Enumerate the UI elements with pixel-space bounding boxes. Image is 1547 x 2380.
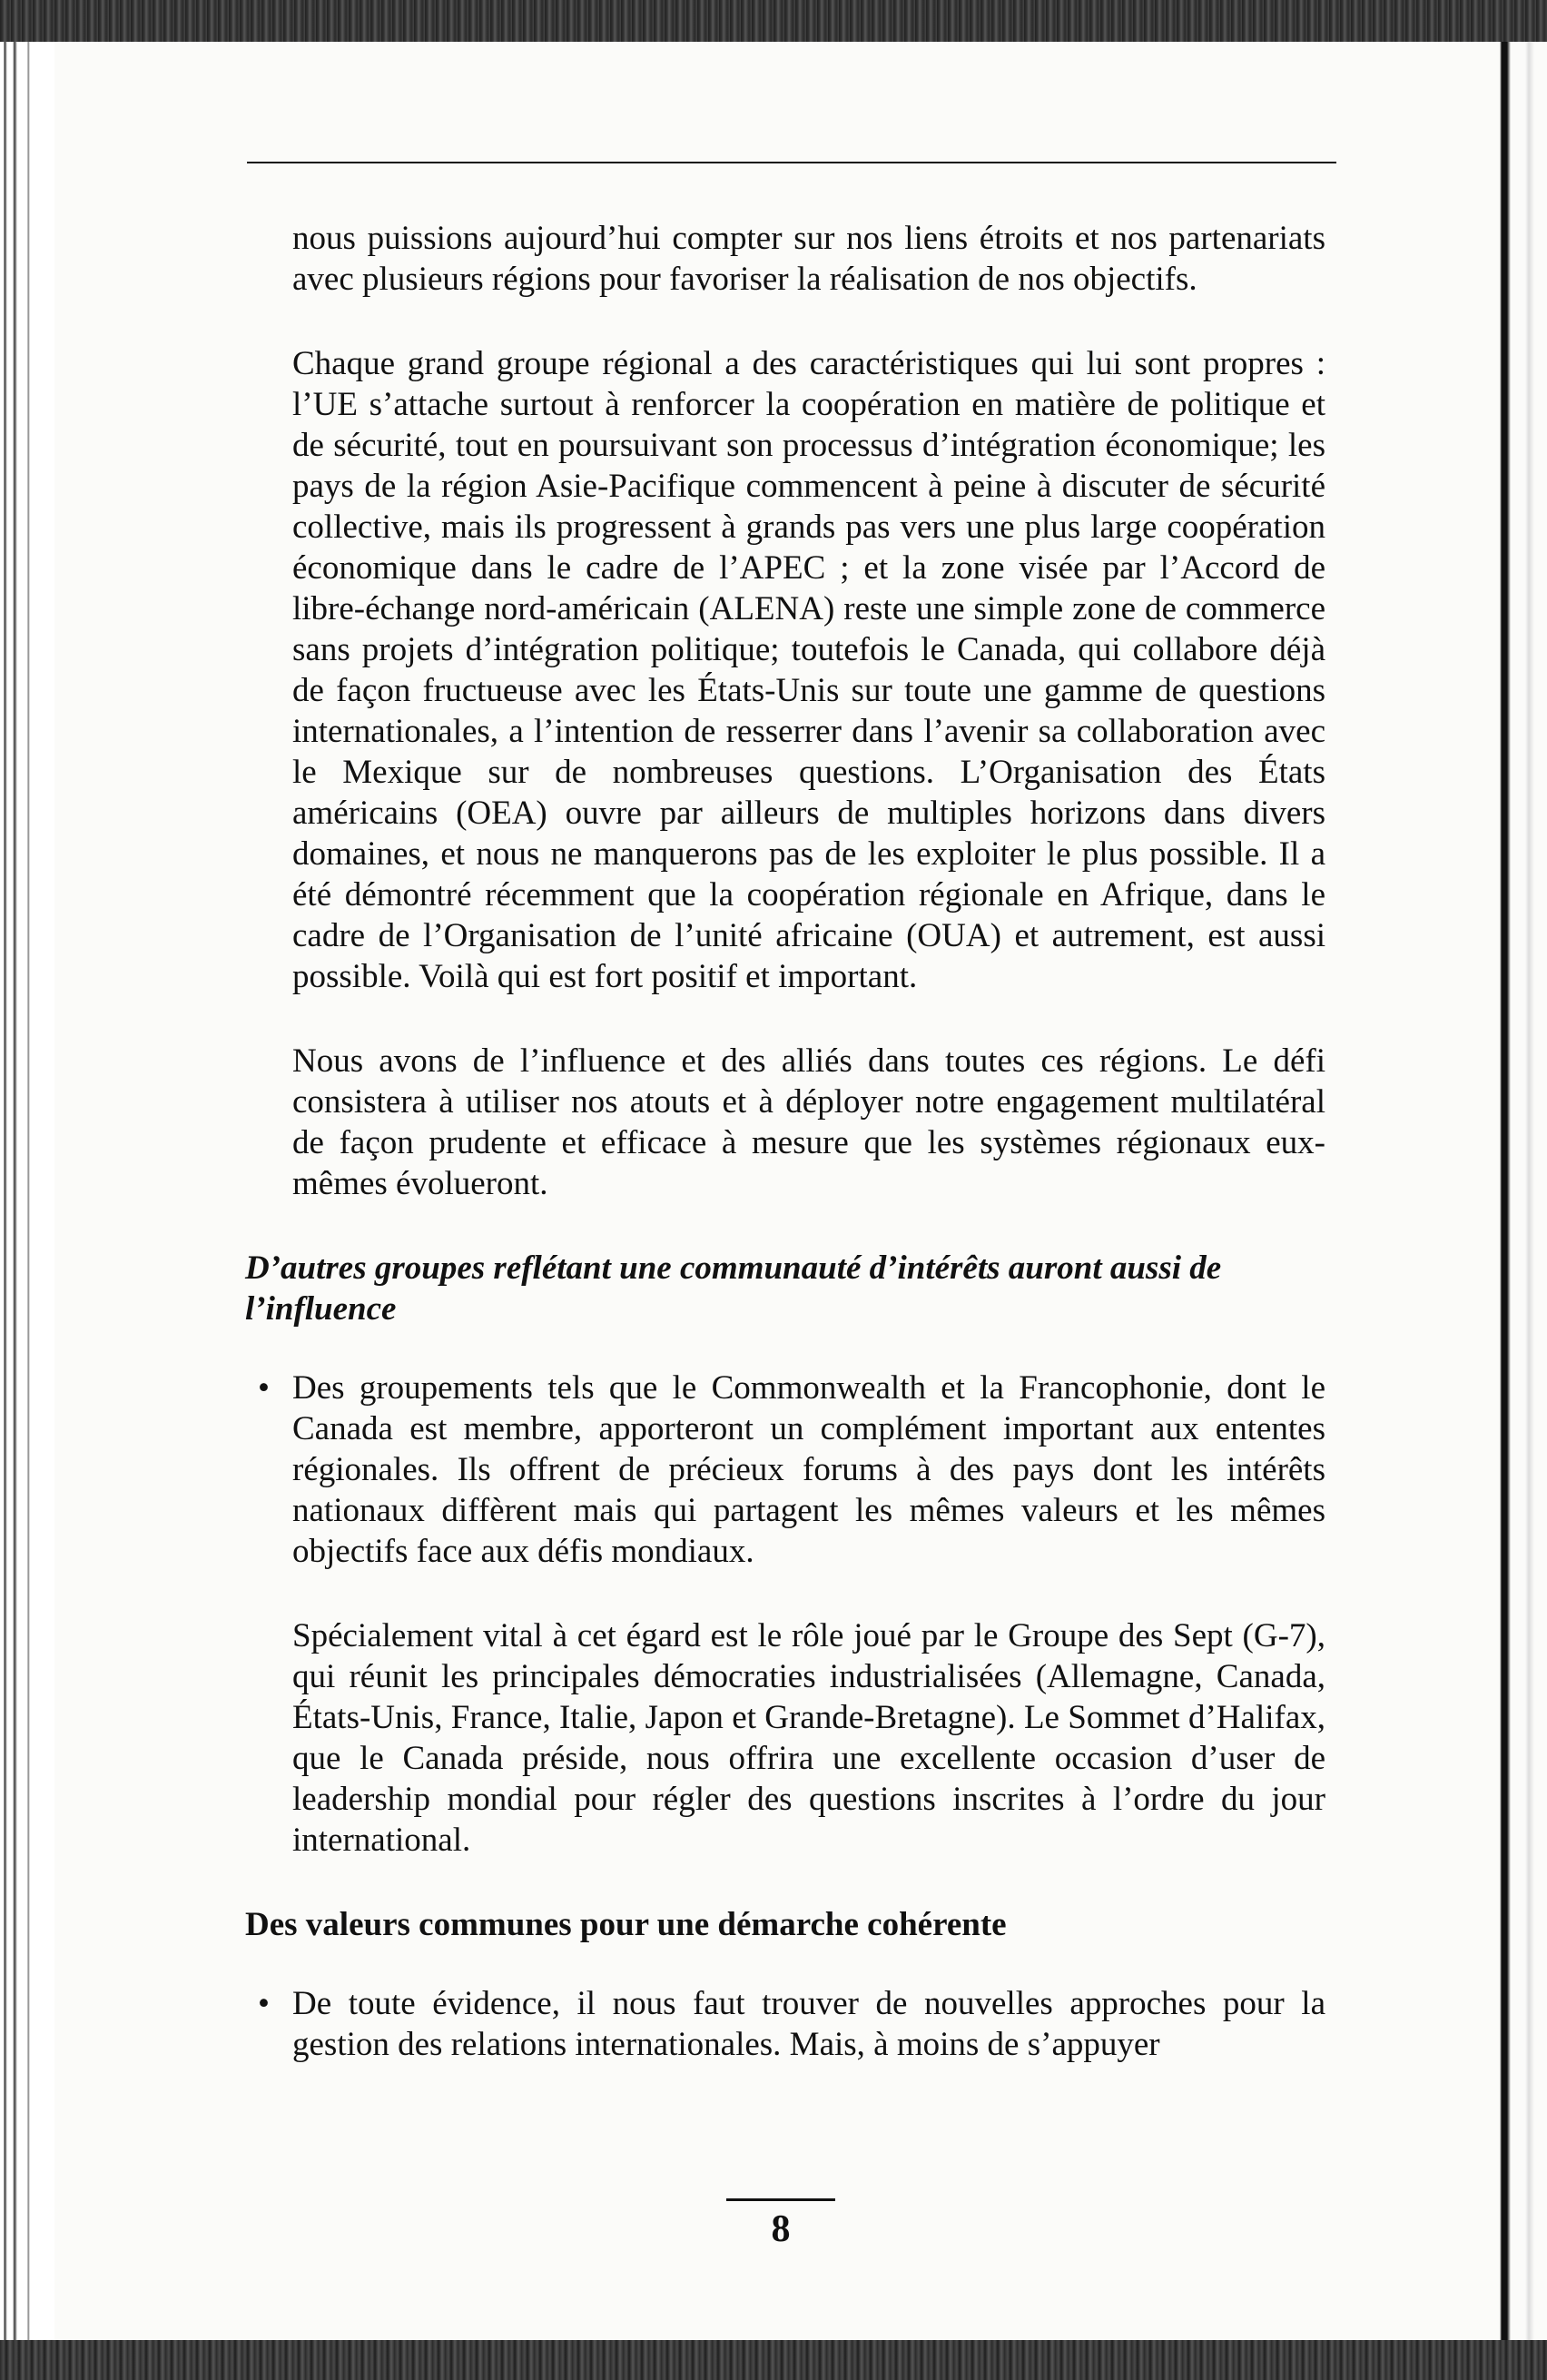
paragraph-commonwealth: Des groupements tels que le Commonwealth et la Francophonie, dont le Canada est membre, apporteront un complément important aux ententes régionales. Ils offrent de précieux forums à des pays dont les intérêts nationaux diffèrent mais qui partagent les mêmes valeurs et les mêmes objectifs face aux défis mondiaux. (292, 1369, 1325, 1570)
paragraph-g7: Spécialement vital à cet égard est le rôle joué par le Groupe des Sept (G-7), qui réunit les principales démocraties industrialisées (Allemagne, Canada, États-Unis, France, Italie, Japon et Grande-Bretagne). Le Sommet d’Halifax, que le Canada préside, nous offrira une excellente occasion d’user de leadership mondial pour régler des questions inscrites à l’ordre du jour international. (292, 1617, 1325, 1859)
header-rule (247, 162, 1336, 163)
page-body (245, 218, 1325, 2108)
section-heading-other-groups: D’autres groupes reflétant une communauté d’intérêts auront aussi de l’influence (245, 1249, 1222, 1328)
paragraph-regional-groups: Chaque grand groupe régional a des caractéristiques qui lui sont propres : l’UE s’attache surtout à renforcer la coopération en matière de politique et de sécurité, tout en poursuivant son processus d’intégration économique; les pays de la région Asie-Pacifique commencent à peine à discuter de sécurité collective, mais ils progressent à grands pas vers une plus large coopération économique dans le cadre de l’APEC ; et la zone visée par l’Accord de libre-échange nord-américain (ALENA) reste une simple zone de commerce sans projets d’intégration politique; toutefois le Canada, qui collabore déjà de façon fructueuse avec les États-Unis sur toute une gamme de questions internationales, a l’intention de resserrer dans l’avenir sa collaboration avec le Mexique sur de nombreuses questions. L’Organisation des États américains (OEA) ouvre par ailleurs de multiples horizons dans divers domaines, et nous ne manquerons pas de les exploiter le plus possible. Il a été démontré récemment que la coopération régionale en Afrique, dans le cadre de l’Organisation de l’unité africaine (OUA) et autrement, est aussi possible. Voilà qui est fort positif et important. (292, 345, 1325, 995)
scan-edge-bottom (0, 2340, 1547, 2380)
scan-edge-top (0, 0, 1547, 42)
scan-edge-left (0, 42, 54, 2340)
footer-rule (726, 2198, 835, 2201)
bullet-item-commonwealth (245, 1368, 1325, 1572)
bullet-item-new-approaches (245, 1983, 1325, 2065)
section-heading-common-values: Des valeurs communes pour une démarche cohérente (245, 1906, 1007, 1943)
page-number: 8 (771, 2208, 791, 2250)
bullet-icon: • (258, 1985, 270, 2022)
paragraph-influence: Nous avons de l’influence et des alliés dans toutes ces régions. Le défi consistera à utiliser nos atouts et à déployer notre engagement multilatéral de façon prudente et efficace à mesure que les systèmes régionaux eux-mêmes évolueront. (292, 1042, 1325, 1202)
paragraph-continuation: nous puissions aujourd’hui compter sur nos liens étroits et nos partenariats avec plusieurs régions pour favoriser la réalisation de nos objectifs. (292, 220, 1325, 298)
paragraph-new-approaches: De toute évidence, il nous faut trouver de nouvelles approches pour la gestion des relations internationales. Mais, à moins de s’appuyer (292, 1985, 1325, 2063)
bullet-icon: • (258, 1369, 270, 1407)
scan-edge-right (1489, 42, 1547, 2340)
